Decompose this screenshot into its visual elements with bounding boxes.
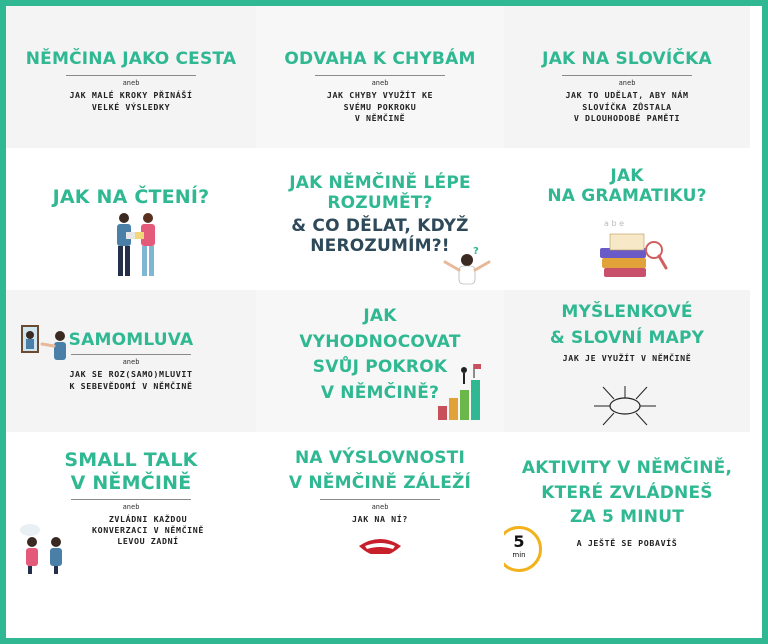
card-title [504, 456, 750, 530]
card-aktivity-5-minut[interactable] [504, 432, 750, 578]
timer-icon [504, 526, 542, 572]
card-title [256, 173, 504, 214]
card-jak-na-cteni[interactable] [6, 148, 256, 290]
card-title: ODVAHA K CHYBÁM [284, 49, 476, 69]
card-title [504, 300, 750, 351]
divider [562, 75, 692, 76]
card-nemcina-jako-cesta[interactable] [6, 6, 256, 148]
title-line: VYHODNOCOVAT [299, 331, 461, 352]
topic-grid [6, 6, 750, 578]
timer-unit: min [512, 551, 526, 559]
card-jak-na-gramatiku[interactable] [504, 148, 750, 290]
title-line: NA GRAMATIKU? [547, 186, 707, 207]
card-subtitle: A JEŠTĚ SE POBAVÍŠ [576, 537, 678, 548]
title-line: NEROZUMÍM?! [310, 236, 450, 257]
title-line: ZA 5 MINUT [569, 507, 685, 528]
svg-text:?: ? [473, 246, 479, 257]
card-connector: aneb [618, 79, 636, 88]
card-title: JAK NA SLOVÍČKA [542, 49, 712, 69]
svg-text:a b e: a b e [604, 219, 624, 228]
title-line: V NĚMČINĚ ZÁLEŽÍ [288, 472, 472, 493]
card-jak-nemcine-rozumet[interactable] [256, 148, 504, 290]
card-odvaha-k-chybam[interactable] [256, 6, 504, 148]
card-title [256, 446, 504, 495]
card-title [504, 166, 750, 207]
mind-map-icon [590, 382, 660, 430]
card-connector: aneb [371, 79, 389, 88]
title-line: & SLOVNÍ MAPY [549, 327, 705, 348]
reading-people-icon [104, 210, 168, 282]
title-line: JAK [363, 306, 397, 326]
card-myslenkove-mapy[interactable] [504, 290, 750, 432]
card-connector: aneb [122, 358, 140, 367]
title-line: JAK [610, 166, 644, 186]
title-line: SVŮJ POKROK [312, 357, 448, 377]
card-vyslovnost[interactable] [256, 432, 504, 578]
card-title: NĚMČINA JAKO CESTA [25, 49, 237, 69]
title-line: KTERÉ ZVLÁDNEŠ [541, 482, 713, 503]
title-line: MYŠLENKOVÉ [561, 302, 693, 322]
divider [71, 354, 191, 355]
confused-person-icon [439, 244, 499, 288]
card-connector: aneb [371, 503, 389, 512]
divider [71, 499, 191, 500]
timer-number: 5 [513, 532, 525, 551]
card-small-talk[interactable] [6, 432, 256, 578]
divider [320, 499, 440, 500]
card-title: SAMOMLUVA [68, 330, 194, 350]
mirror-talk-icon [20, 324, 76, 366]
title-line: AKTIVITY V NĚMČINĚ, [521, 458, 733, 478]
title-line: JAK NĚMČINĚ LÉPE [289, 173, 471, 193]
card-subtitle: JAK NA NÍ? [352, 514, 408, 525]
conversation-people-icon [16, 522, 72, 574]
title-line: NA VÝSLOVNOSTI [294, 448, 466, 468]
grammar-books-icon [596, 216, 674, 282]
mouth-icon [355, 534, 405, 564]
card-connector: aneb [122, 502, 140, 511]
card-subtitle: JAK MALÉ KROKY PŘINÁŠÍ VELKÉ VÝSLEDKY [69, 90, 193, 112]
card-connector: aneb [122, 79, 140, 88]
card-title [6, 449, 256, 495]
divider [66, 75, 196, 76]
card-subtitle: JAK CHYBY VYUŽÍT KE SVÉMU POKROKU V NĚMČINĚ [326, 90, 434, 123]
card-subtitle: JAK JE VYUŽÍT V NĚMČINĚ [562, 353, 692, 363]
card-samomluva[interactable] [6, 290, 256, 432]
title-line: V NĚMČINĚ? [320, 382, 440, 403]
card-title: JAK NA ČTENÍ? [52, 186, 210, 208]
title-line: & CO DĚLAT, KDYŽ [291, 215, 469, 236]
card-subtitle: JAK SE ROZ(SAMO)MLUVIT K SEBEVĚDOMÍ V NĚMČINĚ [69, 369, 193, 391]
title-line: V NĚMČINĚ [70, 471, 192, 494]
title-line: SMALL TALK [64, 449, 198, 471]
card-jak-na-slovicka[interactable] [504, 6, 750, 148]
card-jak-vyhodnocovat[interactable] [256, 290, 504, 432]
divider [315, 75, 445, 76]
card-subtitle: ZVLÁDNI KAŽDOU KONVERZACI V NĚMČINĚ LEVOU ZADNÍ [92, 513, 204, 546]
progress-chart-icon [436, 362, 486, 422]
card-subtitle: JAK TO UDĚLAT, ABY NÁM SLOVÍČKA ZŮSTALA V DLOUHODOBÉ PAMĚTI [565, 90, 689, 123]
title-line: ROZUMĚT? [327, 193, 433, 214]
